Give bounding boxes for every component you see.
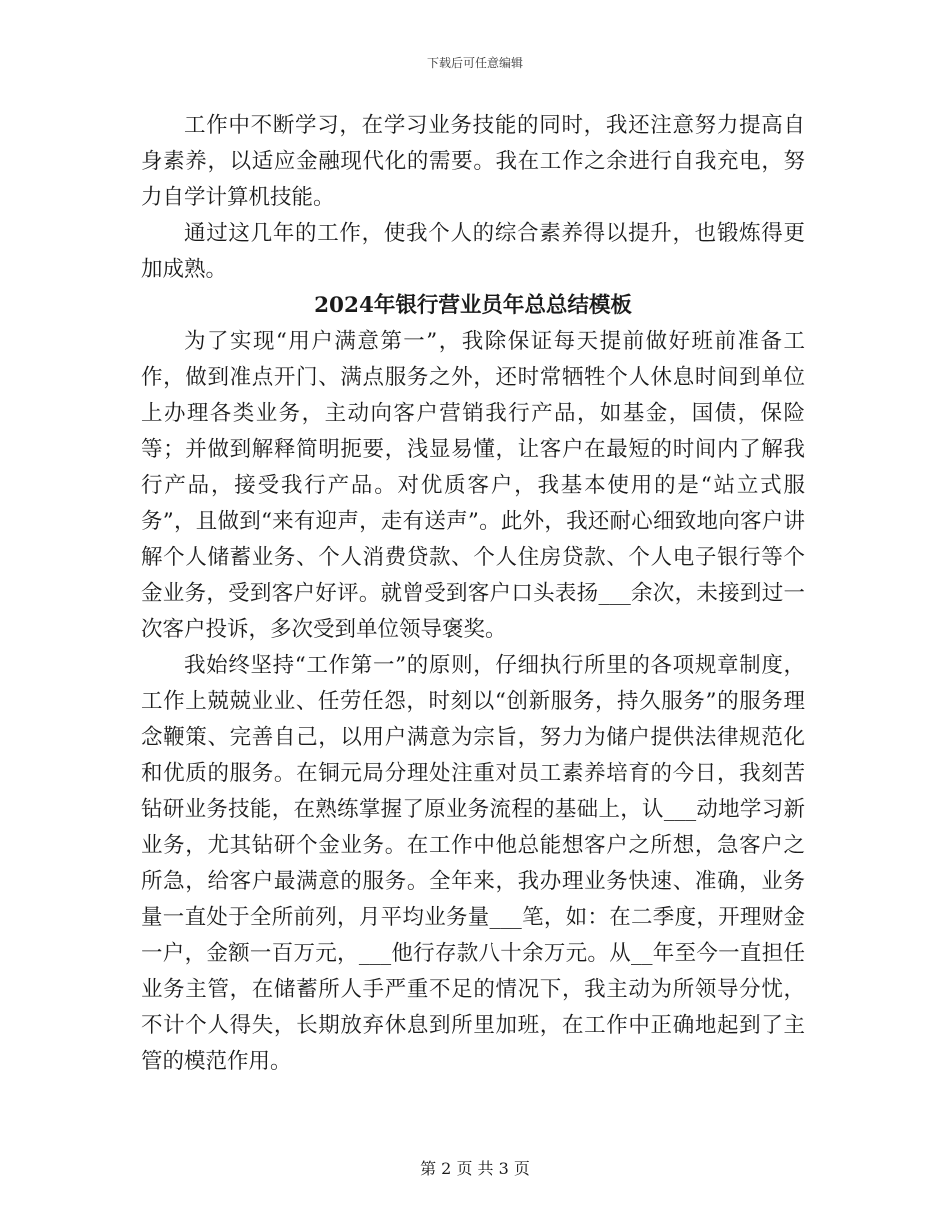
paragraph-customer-service: 为了实现“用户满意第一”，我除保证每天提前做好班前准备工作，做到准点开门、满点服务之外，还时常牺牲个人休息时间到单位上办理各类业务，主动向客户营销我行产品，如基金，国债，保险等；并做到解释简明扼要，浅显易懂，让客户在最短的时间内了解我行产品，接受我行产品。对优质客户，我基本使用的是“站立式服务”，且做到“来有迎声，走有送声”。此外，我还耐心细致地向客户讲解个人储蓄业务、个人消费贷款、个人住房贷款、个人电子银行等个金业务，受到客户好评。就曾受到客户口头表扬___余次，未接到过一次客户投诉，多次受到单位领导褒奖。 [141, 329, 805, 642]
section-title: 2024年银行营业员年总总结模板 [314, 293, 632, 318]
header-note: 下载后可任意编辑 [426, 56, 523, 70]
paragraph-growth: 通过这几年的工作，使我个人的综合素养得以提升，也锻炼得更加成熟。 [141, 221, 805, 282]
document-body [141, 108, 805, 1080]
paragraph-work-principle: 我始终坚持“工作第一”的原则，仔细执行所里的各项规章制度，工作上兢兢业业、任劳任怨，时刻以“创新服务，持久服务”的服务理念鞭策、完善自己，以用户满意为宗旨，努力为储户提供法律规范化和优质的服务。在铜元局分理处注重对员工素养培育的今日，我刻苦钻研业务技能，在熟练掌握了原业务流程的基础上，认___动地学习新业务，尤其钻研个金业务。在工作中他总能想客户之所想，急客户之所急，给客户最满意的服务。全年来，我办理业务快速、准确，业务量一直处于全所前列，月平均业务量___笔，如：在二季度，开理财金一户，金额一百万元，___他行存款八十余万元。从__年至今一直担任业务主管，在储蓄所人手严重不足的情况下，我主动为所领导分忧，不计个人得失，长期放弃休息到所里加班，在工作中正确地起到了主管的模范作用。 [141, 653, 805, 1074]
paragraph-self-study: 工作中不断学习，在学习业务技能的同时，我还注意努力提高自身素养，以适应金融现代化的需要。我在工作之余进行自我充电，努力自学计算机技能。 [141, 113, 805, 210]
page-number: 第 2 页 共 3 页 [420, 1159, 530, 1178]
